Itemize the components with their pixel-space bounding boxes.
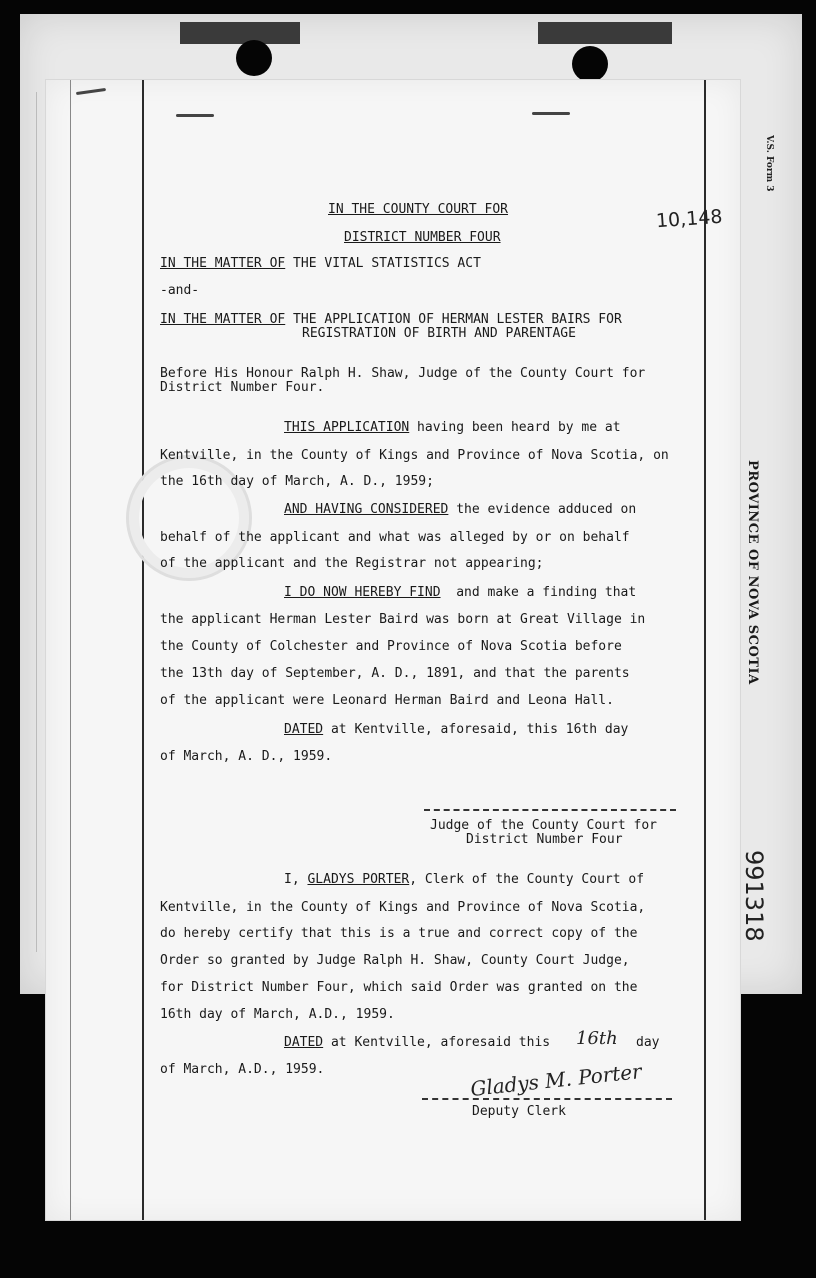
staple (532, 112, 570, 115)
para1-line2: Kentville, in the County of Kings and Province of Nova Scotia, on (160, 448, 669, 463)
province-label: PROVINCE OF NOVA SCOTIA (745, 460, 760, 685)
clerk-signature: Gladys M. Porter (469, 1059, 643, 1101)
and-separator: -and- (160, 283, 200, 298)
para1-line3: the 16th day of March, A. D., 1959; (160, 474, 434, 489)
para2-line3: of the applicant and the Registrar not appearing; (160, 556, 544, 571)
judge-signature-line (424, 809, 676, 811)
tape-strip (538, 22, 672, 44)
punch-hole (572, 46, 608, 82)
para3-rest: and make a finding that (440, 585, 637, 600)
form-label: V.S. Form 3 (764, 135, 774, 192)
cert-line1 (284, 872, 644, 888)
court-order-page (46, 80, 740, 1220)
dated1-line2: of March, A. D., 1959. (160, 749, 333, 764)
handwritten-registration-number: 991318 (740, 850, 768, 942)
cert-line4: Order so granted by Judge Ralph H. Shaw, County Court Judge, (160, 953, 630, 968)
para3-lead: I DO NOW HEREBY FIND (284, 585, 441, 600)
para2-rest: the evidence adduced on (448, 502, 637, 517)
cert-line3: do hereby certify that this is a true and correct copy of the (160, 926, 638, 941)
handwritten-day: 16th (576, 1028, 618, 1049)
dated2-line1 (284, 1035, 550, 1051)
para3-line3: the County of Colchester and Province of Nova Scotia before (160, 639, 622, 654)
para1-line1 (284, 420, 621, 436)
clerk-name: GLADYS PORTER (307, 872, 410, 887)
para3-line1 (284, 585, 636, 601)
dated1-line1 (284, 722, 628, 738)
para1-lead: THIS APPLICATION (284, 420, 410, 435)
para2-line1 (284, 502, 636, 518)
cert-pre: I, (284, 872, 308, 887)
dated2-day-word: day (636, 1035, 660, 1050)
dated2-line2: of March, A.D., 1959. (160, 1062, 325, 1077)
staple (76, 88, 106, 95)
before-judge-line1: Before His Honour Ralph H. Shaw, Judge of the County Court for (160, 366, 646, 381)
tape-strip (180, 22, 300, 44)
cert-line6: 16th day of March, A.D., 1959. (160, 1007, 395, 1022)
judge-title-line2: District Number Four (466, 832, 623, 847)
left-margin-line (142, 80, 144, 1220)
file-number-handwritten: 10,148 (655, 205, 724, 233)
right-margin-line (704, 80, 706, 1220)
dated2-rest: at Kentville, aforesaid this (323, 1035, 551, 1050)
dated2-lead: DATED (284, 1035, 324, 1050)
dated1-rest: at Kentville, aforesaid, this 16th day (323, 722, 629, 737)
clerk-title: Deputy Clerk (472, 1104, 566, 1119)
clerk-signature-line (422, 1098, 672, 1100)
cert-line2: Kentville, in the County of Kings and Province of Nova Scotia, (160, 900, 646, 915)
para3-line5: of the applicant were Leonard Herman Baird and Leona Hall. (160, 693, 614, 708)
para2-line2: behalf of the applicant and what was alleged by or on behalf (160, 530, 630, 545)
matter-rest: THE VITAL STATISTICS ACT (285, 256, 481, 271)
dated1-lead: DATED (284, 722, 324, 737)
para1-rest: having been heard by me at (409, 420, 621, 435)
para3-line4: the 13th day of September, A. D., 1891, and that the parents (160, 666, 630, 681)
court-heading-line1: IN THE COUNTY COURT FOR (328, 202, 509, 217)
cert-line5: for District Number Four, which said Order was granted on the (160, 980, 638, 995)
matter-lead: IN THE MATTER OF (160, 312, 286, 327)
staple (176, 114, 214, 117)
judge-title-line1: Judge of the County Court for (430, 818, 657, 833)
binding-edge-line (70, 80, 71, 1220)
court-heading-line2: DISTRICT NUMBER FOUR (344, 230, 501, 245)
matter-lead: IN THE MATTER OF (160, 256, 286, 271)
cert-post: , Clerk of the County Court of (409, 872, 645, 887)
matter-rest: THE APPLICATION OF HERMAN LESTER BAIRS FOR (285, 312, 622, 327)
punch-hole (236, 40, 272, 76)
para3-line2: the applicant Herman Lester Baird was born at Great Village in (160, 612, 646, 627)
matter-vital-statistics (160, 256, 481, 272)
before-judge-line2: District Number Four. (160, 380, 325, 395)
matter-application-line2: REGISTRATION OF BIRTH AND PARENTAGE (302, 326, 576, 341)
para2-lead: AND HAVING CONSIDERED (284, 502, 449, 517)
